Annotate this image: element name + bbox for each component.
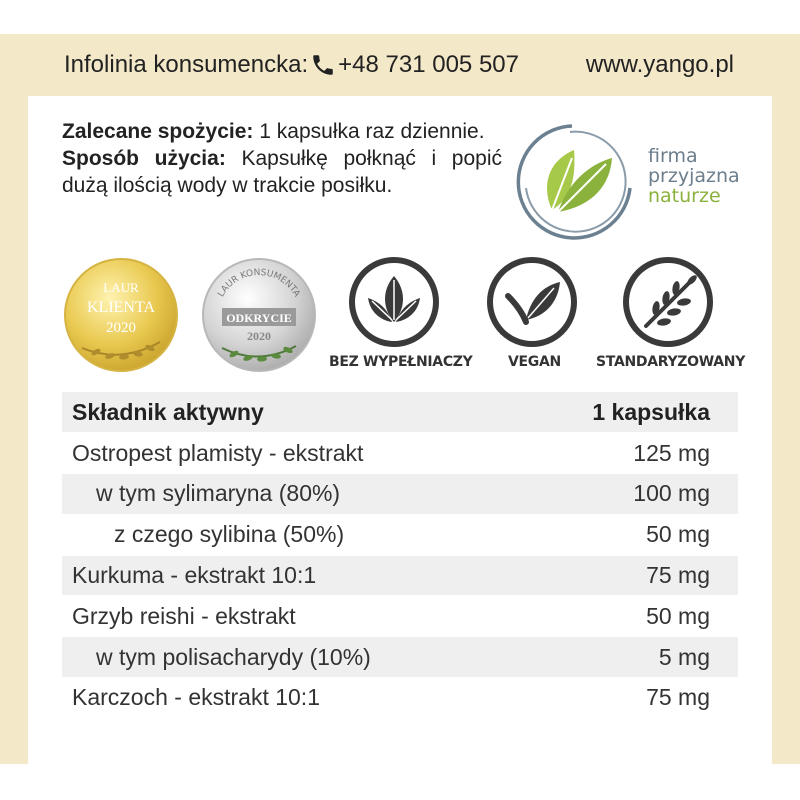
silver-award-year: 2020 bbox=[247, 329, 271, 343]
ingredient-name: Karczoch - ekstrakt 10:1 bbox=[62, 678, 538, 719]
method-line bbox=[62, 145, 502, 199]
award-laur-klienta-badge bbox=[62, 256, 180, 374]
eco-line3: naturze bbox=[648, 185, 721, 207]
dose-text: 1 kapsułka raz dziennie. bbox=[259, 120, 485, 143]
hotline-label: Infolinia konsumencka: bbox=[64, 51, 309, 78]
vegan-leaf-icon bbox=[486, 256, 578, 348]
header-ingredient: Składnik aktywny bbox=[62, 392, 538, 433]
ingredient-amount: 75 mg bbox=[538, 555, 738, 596]
silver-award-line1: LAUR KONSUMENTA bbox=[216, 267, 302, 299]
ingredient-name: w tym sylimaryna (80%) bbox=[62, 474, 538, 515]
header-amount: 1 kapsułka bbox=[538, 392, 738, 433]
eco-slogan bbox=[648, 146, 740, 206]
phone-icon bbox=[310, 52, 336, 78]
eco-ring bbox=[518, 126, 630, 238]
website-link[interactable]: www.yango.pl bbox=[585, 51, 734, 78]
header-bar bbox=[0, 34, 800, 96]
usage-instructions bbox=[62, 118, 502, 199]
ingredient-name: Ostropest plamisty - ekstrakt bbox=[62, 433, 538, 474]
table-row bbox=[62, 474, 738, 515]
method-text: Kapsułkę połknąć i popić dużą ilością wody w trakcie posiłku. bbox=[62, 147, 502, 197]
gold-award-line2: KLIENTA bbox=[86, 299, 156, 316]
phone-number[interactable]: +48 731 005 507 bbox=[338, 51, 519, 78]
table-row bbox=[62, 596, 738, 637]
ingredient-amount: 5 mg bbox=[538, 637, 738, 678]
dose-label: Zalecane spożycie: bbox=[62, 120, 254, 143]
method-label: Sposób użycia: bbox=[62, 147, 226, 170]
ingredient-name: Grzyb reishi - ekstrakt bbox=[62, 596, 538, 637]
hotline bbox=[64, 51, 519, 79]
ingredient-amount: 100 mg bbox=[538, 474, 738, 515]
ingredient-amount: 50 mg bbox=[538, 596, 738, 637]
ingredient-name: Kurkuma - ekstrakt 10:1 bbox=[62, 555, 538, 596]
table-row bbox=[62, 433, 738, 474]
badge-label-no-fillers: BEZ WYPEŁNIACZY bbox=[329, 354, 473, 370]
plant-sprig-icon bbox=[622, 256, 714, 348]
gold-award-line1: LAUR bbox=[103, 280, 139, 295]
badge-label-standardized: STANDARYZOWANY bbox=[596, 354, 746, 370]
table-row bbox=[62, 514, 738, 555]
eco-line1: firma bbox=[648, 145, 698, 167]
ingredient-amount: 125 mg bbox=[538, 433, 738, 474]
table-row bbox=[62, 637, 738, 678]
table-row bbox=[62, 555, 738, 596]
table-row bbox=[62, 678, 738, 719]
eco-line2: przyjazna bbox=[648, 165, 740, 187]
badge-label-vegan: VEGAN bbox=[508, 354, 561, 370]
gold-award-year: 2020 bbox=[106, 320, 136, 336]
dose-line bbox=[62, 118, 502, 145]
ingredient-amount: 75 mg bbox=[538, 678, 738, 719]
ingredient-amount: 50 mg bbox=[538, 514, 738, 555]
ingredient-name: z czego sylibina (50%) bbox=[62, 514, 538, 555]
award-laur-konsumenta-badge bbox=[200, 256, 318, 374]
ingredient-name: w tym polisacharydy (10%) bbox=[62, 637, 538, 678]
silver-award-line2: ODKRYCIE bbox=[226, 311, 292, 325]
ingredients-table bbox=[62, 392, 738, 719]
leaves-icon bbox=[348, 256, 440, 348]
table-header-row bbox=[62, 392, 738, 433]
